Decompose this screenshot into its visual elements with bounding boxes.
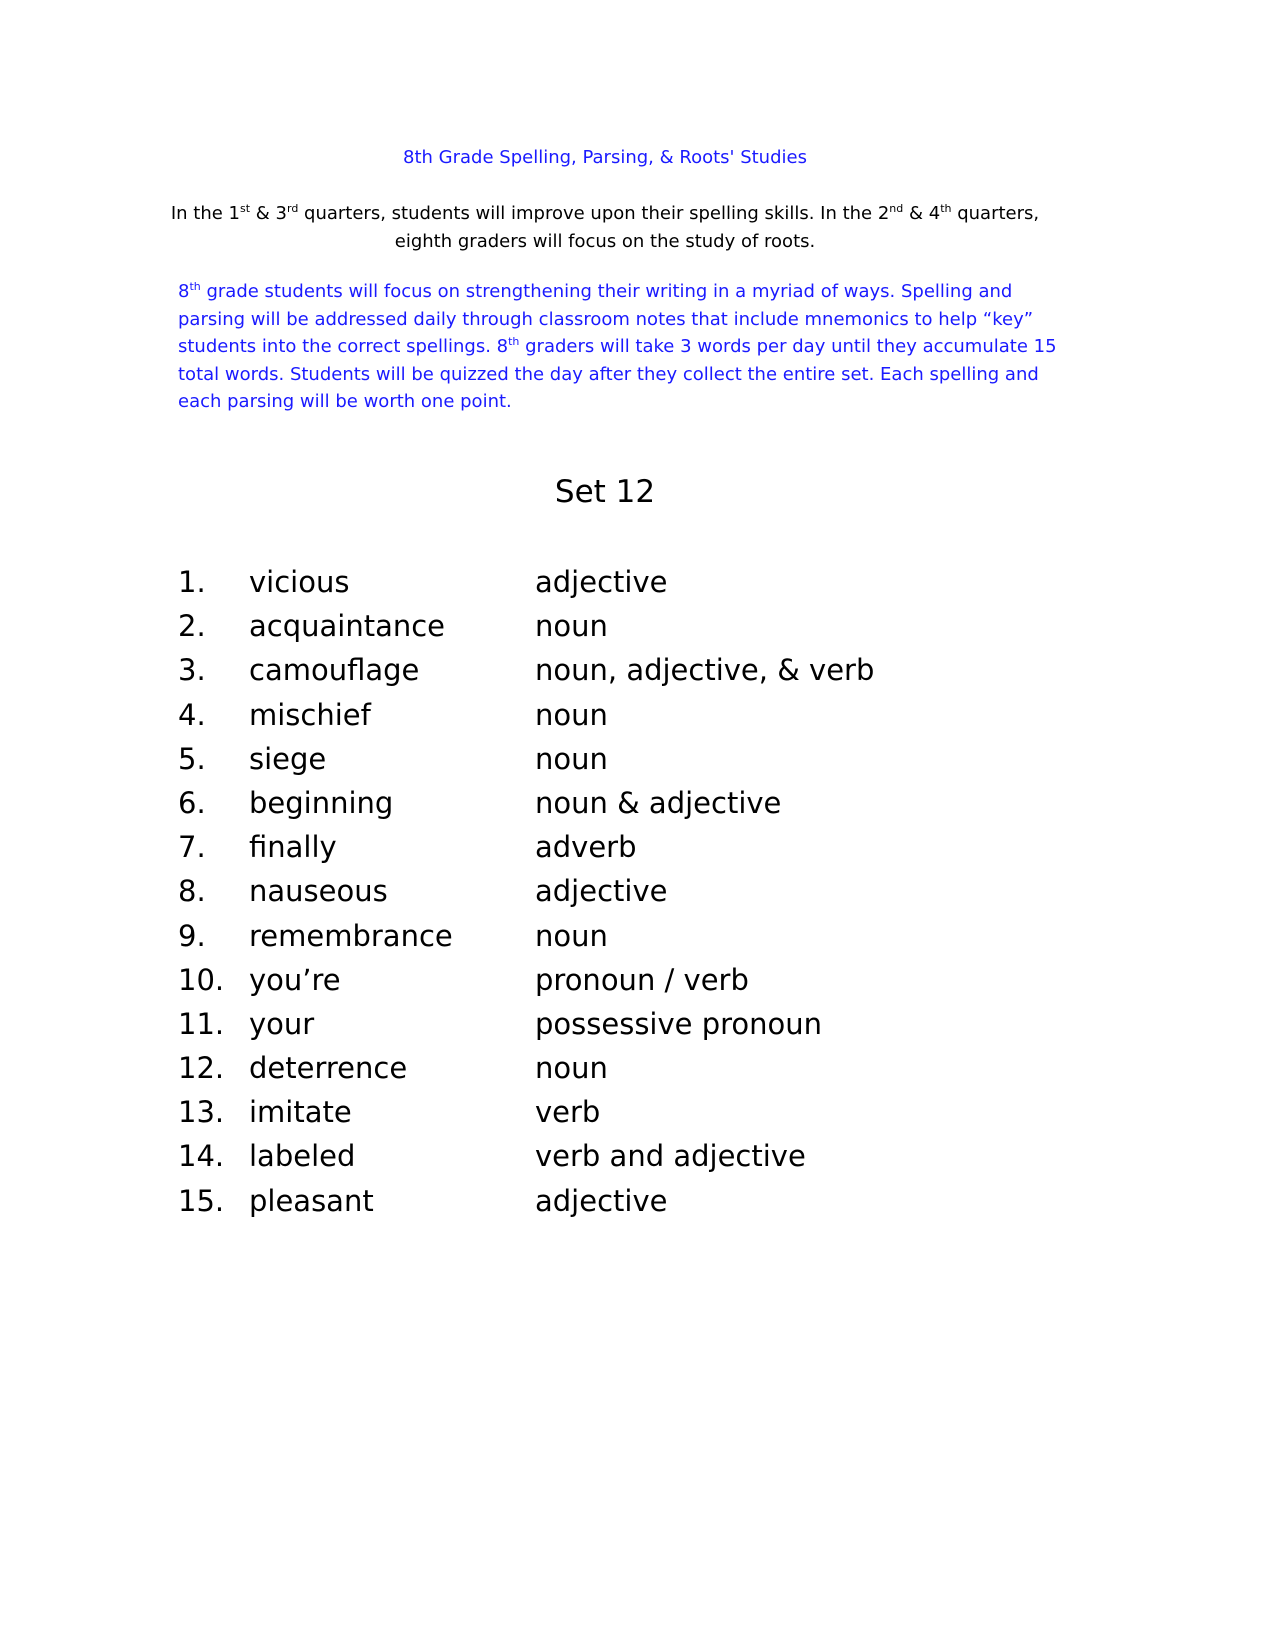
part-of-speech: noun	[535, 741, 608, 776]
word-number: 11.	[178, 1006, 225, 1041]
word-number: 14.	[178, 1139, 225, 1174]
word-row	[178, 1046, 978, 1090]
part-of-speech: pronoun / verb	[535, 962, 749, 997]
word-number: 15.	[178, 1183, 225, 1218]
spelling-word: finally	[249, 830, 337, 865]
word-list	[178, 560, 978, 1223]
word-row	[178, 914, 978, 958]
ordinal-suffix: th	[189, 280, 201, 293]
spelling-word: mischief	[249, 697, 371, 732]
ordinal-suffix: th	[508, 335, 520, 348]
ordinal-suffix: th	[940, 202, 952, 215]
spelling-word: beginning	[249, 785, 394, 820]
intro-text: graders will take 3 words per day until they accumulate 15 total words. Students will be quizzed the day after they collect the entire set. Each spelling and each parsing will be worth one point.	[178, 336, 1057, 412]
word-row	[178, 781, 978, 825]
part-of-speech: adjective	[535, 565, 668, 599]
part-of-speech: verb	[535, 1095, 601, 1130]
word-number: 6.	[178, 785, 206, 820]
spelling-word: camouflage	[249, 653, 420, 688]
ordinal-suffix: nd	[889, 202, 904, 215]
quarters-text: quarters, students will improve upon their spelling skills. In the 2	[298, 203, 890, 224]
set-title: Set 12	[554, 474, 656, 510]
word-row	[178, 825, 978, 869]
part-of-speech: noun	[535, 918, 608, 953]
word-number: 1.	[178, 565, 206, 599]
quarters-text: quarters, eighth graders will focus on the study of roots.	[394, 203, 1040, 252]
word-number: 9.	[178, 918, 206, 953]
part-of-speech: adjective	[535, 874, 668, 909]
spelling-word: labeled	[249, 1139, 356, 1174]
word-row	[178, 869, 978, 913]
spelling-word: your	[249, 1006, 315, 1041]
spelling-word: deterrence	[249, 1051, 408, 1086]
part-of-speech: noun	[535, 697, 608, 732]
word-number: 2.	[178, 609, 206, 644]
word-row	[178, 560, 978, 604]
quarters-text: & 3	[250, 203, 287, 224]
part-of-speech: noun	[535, 609, 608, 644]
part-of-speech: noun	[535, 1051, 608, 1086]
word-row	[178, 693, 978, 737]
part-of-speech: adjective	[535, 1183, 668, 1218]
word-row	[178, 604, 978, 648]
quarters-text: In the 1	[170, 203, 241, 224]
word-row	[178, 958, 978, 1002]
word-number: 10.	[178, 962, 225, 997]
spelling-word: vicious	[249, 565, 350, 599]
ordinal-suffix: st	[240, 202, 251, 215]
spelling-word: imitate	[249, 1095, 352, 1130]
word-row	[178, 1179, 978, 1223]
spelling-word: you’re	[249, 962, 341, 997]
ordinal-suffix: rd	[287, 202, 299, 215]
word-row	[178, 1134, 978, 1178]
word-row	[178, 1002, 978, 1046]
spelling-word: siege	[249, 741, 327, 776]
word-number: 8.	[178, 874, 206, 909]
spelling-word: nauseous	[249, 874, 388, 909]
word-row	[178, 648, 978, 692]
part-of-speech: adverb	[535, 830, 637, 865]
part-of-speech: verb and adjective	[535, 1139, 806, 1174]
intro-text: grade students will focus on strengthening their writing in a myriad of ways. Spelling and parsing will be addressed daily through classroom notes that include mnemonics to help “key” students into the correct spellings. 8	[178, 281, 1034, 357]
part-of-speech: possessive pronoun	[535, 1006, 823, 1041]
word-number: 7.	[178, 830, 206, 865]
word-row	[178, 1090, 978, 1134]
spelling-word: pleasant	[249, 1183, 374, 1218]
word-number: 12.	[178, 1051, 225, 1086]
quarters-paragraph	[150, 200, 1060, 256]
word-number: 4.	[178, 697, 206, 732]
word-number: 13.	[178, 1095, 225, 1130]
spelling-word: remembrance	[249, 918, 453, 953]
word-number: 5.	[178, 741, 206, 776]
word-number: 3.	[178, 653, 206, 688]
spelling-word: acquaintance	[249, 609, 446, 644]
document-title: 8th Grade Spelling, Parsing, & Roots' Studies	[403, 147, 807, 168]
quarters-text: & 4	[903, 203, 941, 224]
word-row	[178, 737, 978, 781]
intro-text: 8	[178, 281, 190, 302]
part-of-speech: noun, adjective, & verb	[535, 653, 875, 688]
intro-paragraph	[178, 278, 1058, 416]
part-of-speech: noun & adjective	[535, 785, 782, 820]
